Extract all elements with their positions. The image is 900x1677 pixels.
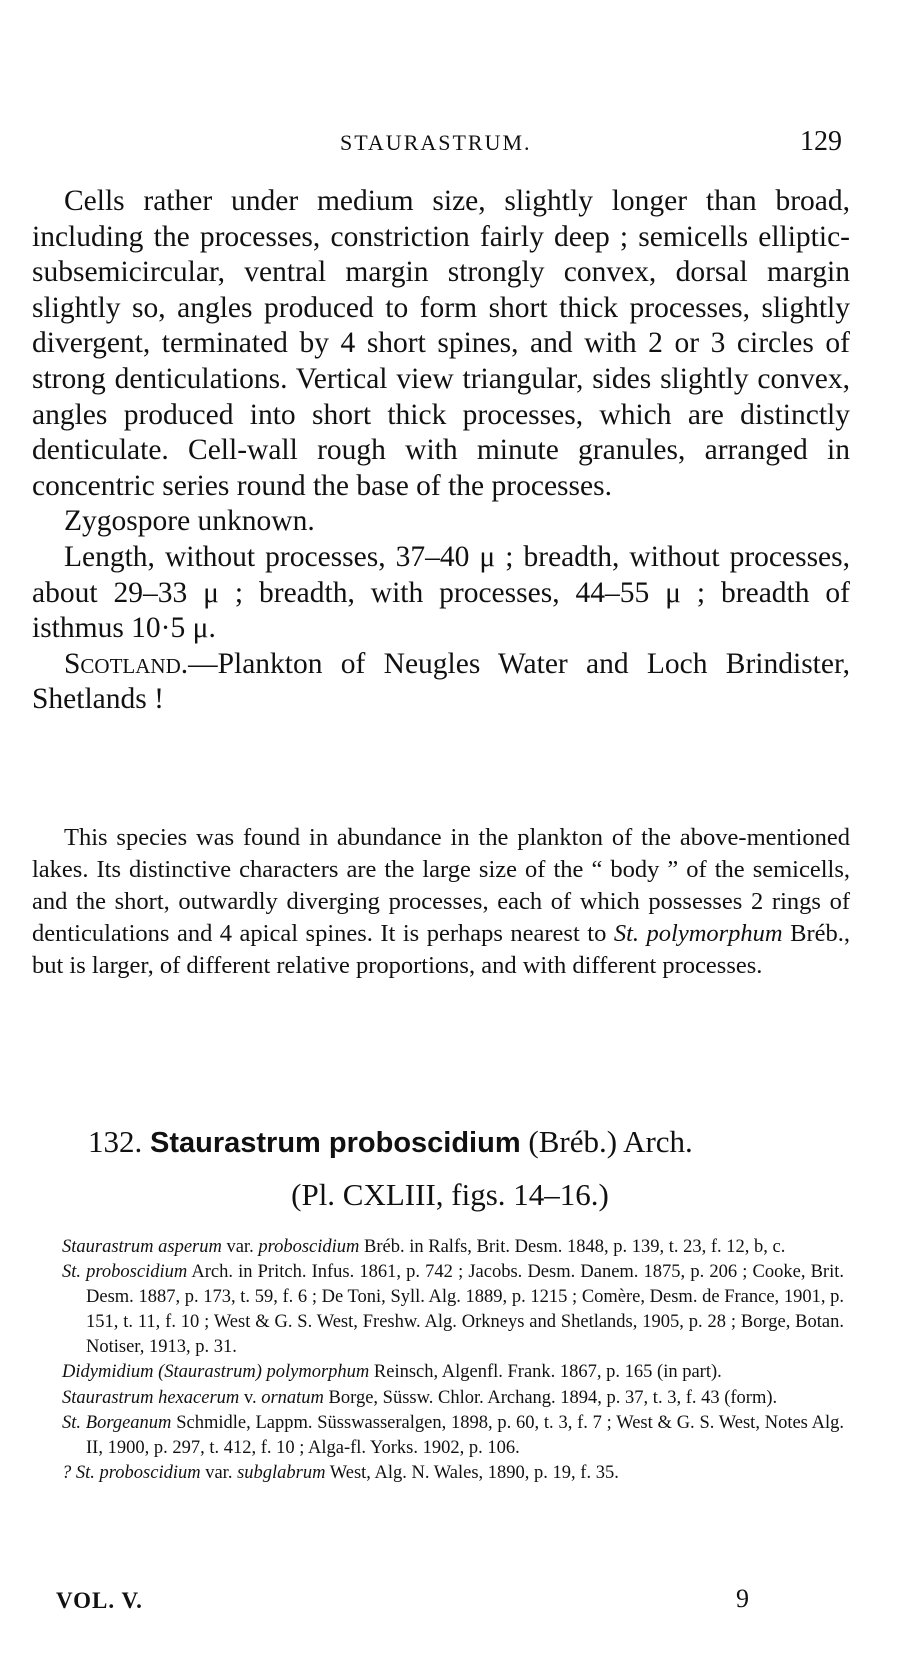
synonym-variety: subglabrum <box>237 1462 326 1483</box>
locality-label: Scotland. <box>64 647 189 680</box>
synonym-variety: proboscidium <box>258 1237 360 1257</box>
synonymy-list <box>62 1235 844 1486</box>
synonym-name: ? St. proboscidium <box>62 1462 201 1483</box>
remarks-paragraph <box>32 822 850 982</box>
species-description <box>32 184 850 718</box>
synonym-citation: Schmidle, Lappm. Süsswasseralgen, 1898, p. 60, t. 3, f. 7 ; West & G. S. West, Notes Alg. II, 1900, p. 297, t. 412, f. 10 ; Alga-fl. Yorks. 1902, p. 106. <box>86 1412 844 1458</box>
plate-reference: (Pl. CXLIII, figs. 14–16.) <box>291 1177 609 1212</box>
synonym-variety: ornatum <box>261 1387 324 1408</box>
running-title: STAURASTRUM. <box>340 130 532 155</box>
synonymy-entry <box>62 1411 844 1461</box>
remarks <box>32 822 850 982</box>
locality-text: —Plankton of Neugles Water and Loch Brindister, Shetlands ! <box>32 647 850 716</box>
synonym-citation: Bréb. in Ralfs, Brit. Desm. 1848, p. 139, t. 23, f. 12, b, c. <box>359 1237 786 1257</box>
synonym-rank: var. <box>200 1462 238 1483</box>
synonym-name: Staurastrum hexacerum <box>62 1387 240 1408</box>
page-number: 129 <box>800 126 842 157</box>
remarks-text-2: Bréb., but is larger, of different relative proportions, and with different processes. <box>32 920 850 979</box>
synonym-citation: Arch. in Pritch. Infus. 1861, p. 742 ; Jacobs. Desm. Danem. 1875, p. 206 ; Cooke, Brit. Desm. 1887, p. 173, t. 59, f. 6 ; De Toni, Syll. Alg. 1889, p. 1215 ; Comère, Desm. de France, 1901, p. 151, t. 11, f. 10 ; West & G. S. West, Freshw. Alg. Orkneys and Shetlands, 1905, p. 28 ; Borge, Botan. Notiser, 1913, p. 31. <box>86 1262 844 1358</box>
synonymy-entry <box>62 1260 844 1360</box>
synonym-citation: West, Alg. N. Wales, 1890, p. 19, f. 35. <box>325 1462 619 1483</box>
synonym-citation: Borge, Süssw. Chlor. Archang. 1894, p. 37, t. 3, f. 43 (form). <box>323 1387 778 1408</box>
synonym-name: Staurastrum asperum <box>62 1237 222 1257</box>
species-authority: (Bréb.) Arch. <box>528 1124 693 1159</box>
remarks-text-1: This species was found in abundance in the plankton of the above-mentioned lakes. Its distinctive characters are the large size of the “ body ” of the semicells, and the short, outwardly diverging processes, each of which possesses 2 rings of denticulations and 4 apical spines. It is perhaps nearest to <box>32 824 850 947</box>
species-heading <box>88 1122 848 1163</box>
synonym-rank: var. <box>221 1237 259 1257</box>
synonymy-entry <box>62 1360 844 1385</box>
synonym-name: Didymidium (Staurastrum) polymorphum <box>62 1362 370 1383</box>
remarks-taxon: St. polymorphum <box>613 920 783 947</box>
synonym-rank: v. <box>239 1387 262 1408</box>
running-head <box>0 126 900 164</box>
synonymy-entry <box>62 1386 844 1411</box>
page-footer <box>0 1584 900 1622</box>
zygospore-note: Zygospore unknown. <box>64 505 315 538</box>
volume-label: VOL. V. <box>56 1588 143 1613</box>
synonym-citation: Reinsch, Algenfl. Frank. 1867, p. 165 (in part). <box>369 1362 722 1383</box>
synonymy-entry <box>62 1461 844 1486</box>
locality <box>32 647 850 718</box>
species-binomial: Staurastrum proboscidium <box>150 1127 521 1159</box>
description-paragraph: Cells rather under medium size, slightly longer than broad, including the processes, constriction fairly deep ; semicells elliptic-subsemicircular, ventral margin strongly convex, dorsal margin slightly so, angles produced to form short thick processes, slightly divergent, terminated by 4 short spines, and with 2 or 3 circles of strong denticulations. Vertical view triangular, sides slightly convex, angles produced into short thick processes, which are distinctly denticulate. Cell-wall rough with minute granules, arranged in concentric series round the base of the processes. <box>32 185 850 502</box>
synonym-name: St. proboscidium <box>62 1262 188 1283</box>
species-number: 132. <box>88 1124 143 1159</box>
synonymy-entry <box>62 1235 844 1260</box>
synonym-name: St. Borgeanum <box>62 1412 172 1433</box>
dimensions: Length, without processes, 37–40 μ ; breadth, without processes, about 29–33 μ ; breadth, with processes, 44–55 μ ; breadth of isthmus 10·5 μ. <box>32 540 850 645</box>
signature-mark: 9 <box>736 1584 749 1613</box>
